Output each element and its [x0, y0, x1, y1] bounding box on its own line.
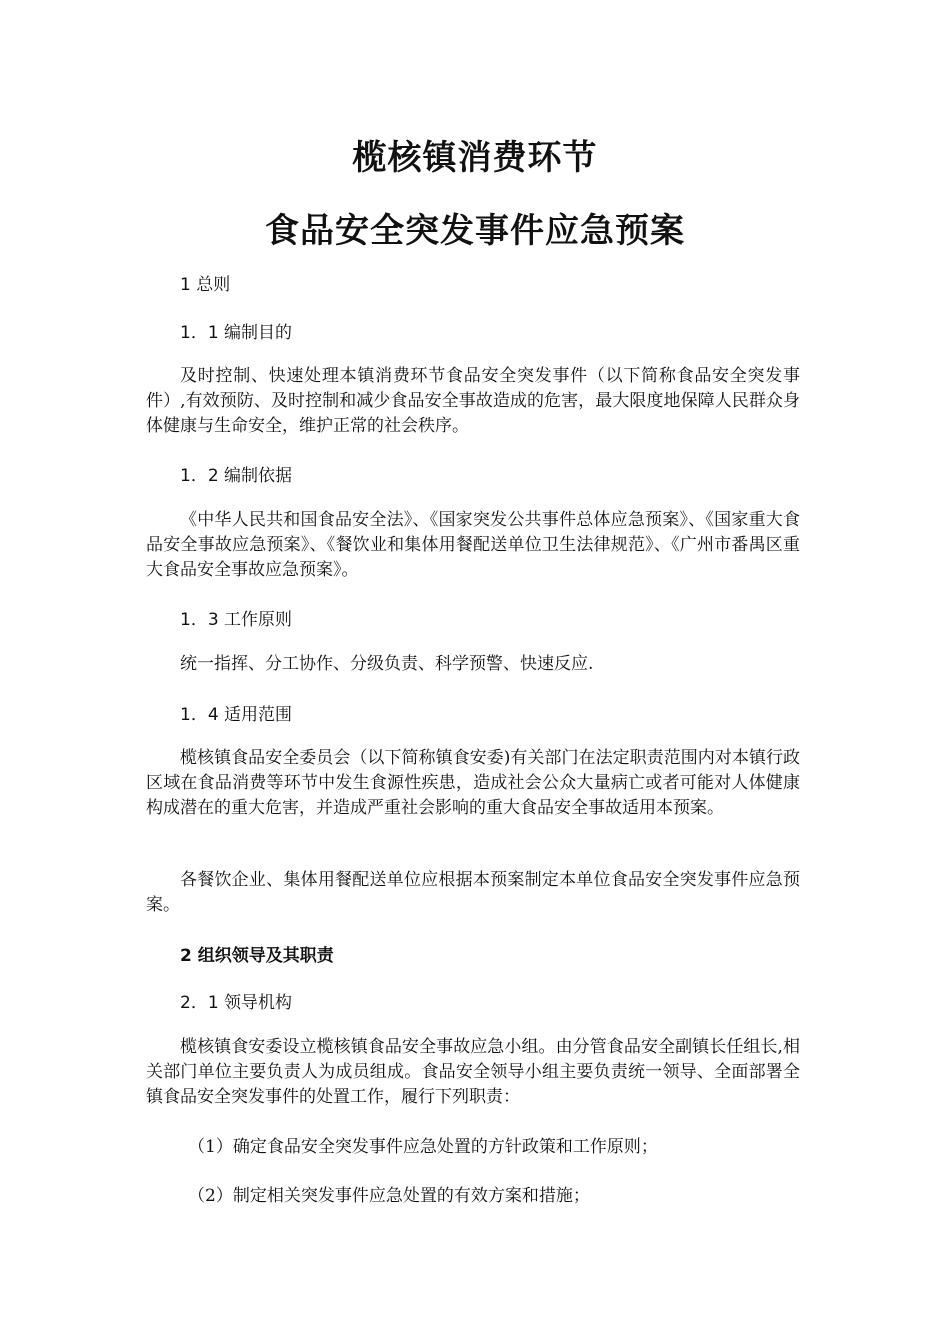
document-title-line1: 榄核镇消费环节 — [352, 138, 598, 178]
section-2-heading: 2 组织领导及其职责 — [180, 946, 334, 966]
section-1-3-paragraph: 统一指挥、分工协作、分级负责、科学预警、快速反应. — [180, 654, 594, 674]
section-1-heading: 1 总则 — [180, 275, 231, 295]
section-1-4-heading: 1．4 适用范围 — [180, 705, 293, 725]
section-1-1-heading: 1．1 编制目的 — [180, 323, 293, 343]
section-2-1-list-item-1: （1）确定食品安全突发事件应急处置的方针政策和工作原则； — [188, 1137, 658, 1157]
section-1-2-heading: 1．2 编制依据 — [180, 466, 293, 486]
section-1-4-paragraph: 榄核镇食品安全委员会（以下简称镇食安委)有关部门在法定职责范围内对本镇行政区域在食品消费等环节中发生食源性疾患，造成社会公众大量病亡或者可能对人体健康构成潜在的重大危害，并造成严重社会影响的重大食品安全事故适用本预案。 — [146, 748, 800, 818]
document-title-line2: 食品安全突发事件应急预案 — [265, 211, 685, 251]
section-2-1-list-item-2: （2）制定相关突发事件应急处置的有效方案和措施； — [188, 1186, 590, 1206]
section-1-2-paragraph: 《中华人民共和国食品安全法》、《国家突发公共事件总体应急预案》、《国家重大食品安全事故应急预案》、《餐饮业和集体用餐配送单位卫生法律规范》、《广州市番禺区重大食品安全事故应急预案》。 — [146, 510, 800, 580]
section-2-1-heading: 2．1 领导机构 — [180, 993, 293, 1013]
section-1-3-heading: 1．3 工作原则 — [180, 610, 293, 630]
section-1-1-paragraph: 及时控制、快速处理本镇消费环节食品安全突发事件（以下简称食品安全突发事件）,有效预防、及时控制和减少食品安全事故造成的危害，最大限度地保障人民群众身体健康与生命安全，维护正常的社会秩序。 — [146, 366, 800, 436]
section-1-4-paragraph-2: 各餐饮企业、集体用餐配送单位应根据本预案制定本单位食品安全突发事件应急预案。 — [146, 870, 800, 915]
section-2-1-paragraph: 榄核镇食安委设立榄核镇食品安全事故应急小组。由分管食品安全副镇长任组长,相关部门单位主要负责人为成员组成。食品安全领导小组主要负责统一领导、全面部署全镇食品安全突发事件的处置工作，履行下列职责： — [146, 1037, 800, 1107]
